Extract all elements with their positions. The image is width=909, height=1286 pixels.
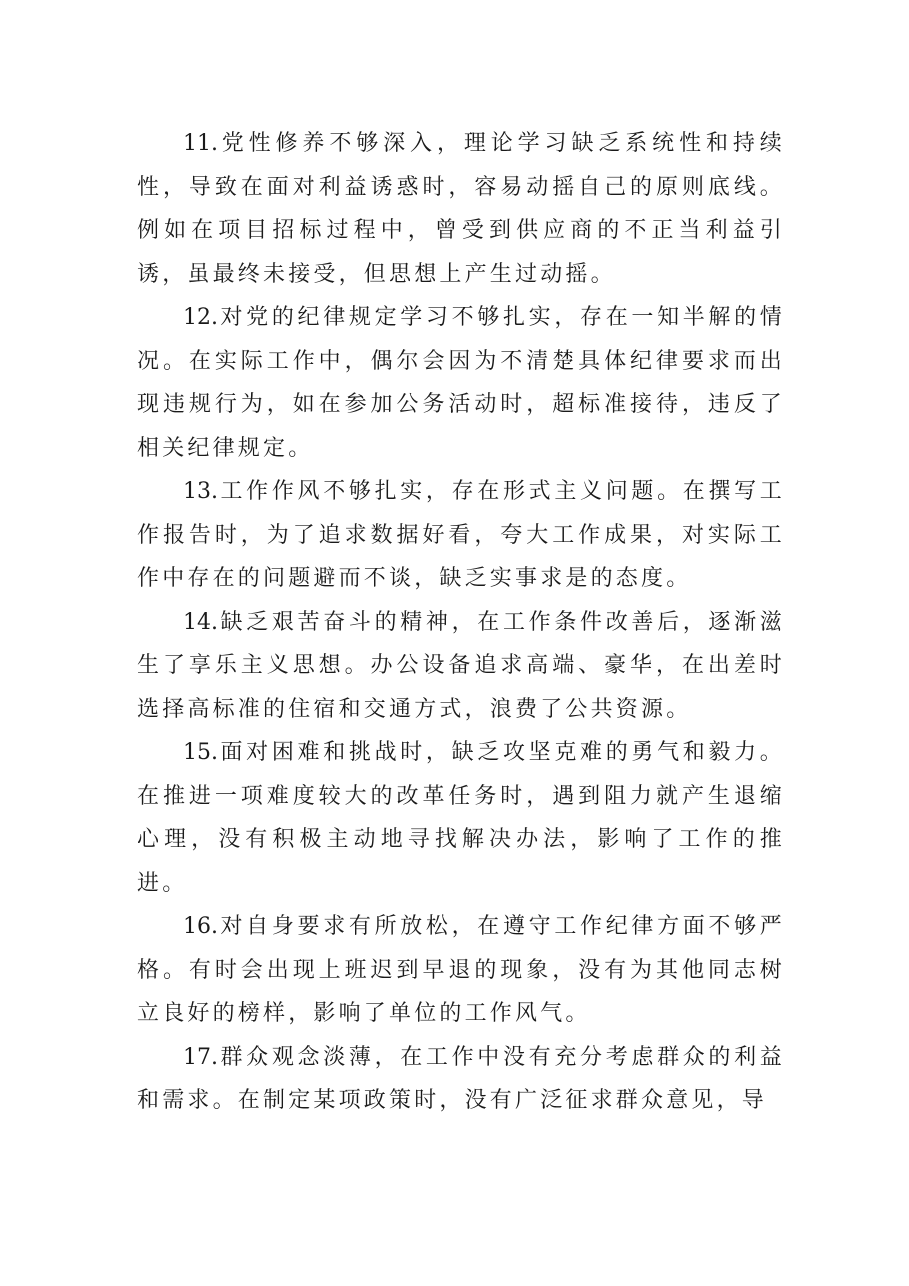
paragraph-text: 面对困难和挑战时，缺乏攻坚克难的勇气和毅力。在推进一项难度较大的改革任务时，遇到阻力就产生退缩心理，没有积极主动地寻找解决办法，影响了工作的推进。 bbox=[137, 740, 785, 896]
paragraph-13 bbox=[137, 470, 785, 601]
paragraph-number: 13. bbox=[183, 479, 218, 504]
document-body bbox=[137, 122, 785, 1123]
paragraph-text: 工作作风不够扎实，存在形式主义问题。在撰写工作报告时，为了追求数据好看，夸大工作成果，对实际工作中存在的问题避而不谈，缺乏实事求是的态度。 bbox=[137, 479, 785, 591]
paragraph-text: 对党的纪律规定学习不够扎实，存在一知半解的情况。在实际工作中，偶尔会因为不清楚具体纪律要求而出现违规行为，如在参加公务活动时，超标准接待，违反了相关纪律规定。 bbox=[137, 305, 785, 461]
paragraph-number: 14. bbox=[183, 609, 218, 635]
paragraph-number: 17. bbox=[183, 1044, 218, 1070]
paragraph-12 bbox=[137, 296, 785, 470]
paragraph-number: 15. bbox=[183, 740, 218, 765]
paragraph-11 bbox=[137, 122, 785, 296]
paragraph-text: 对自身要求有所放松，在遵守工作纪律方面不够严格。有时会出现上班迟到早退的现象，没有为其他同志树立良好的榜样，影响了单位的工作风气。 bbox=[137, 914, 785, 1026]
paragraph-14 bbox=[137, 601, 785, 732]
paragraph-number: 11. bbox=[183, 131, 218, 156]
paragraph-text: 党性修养不够深入，理论学习缺乏系统性和持续性，导致在面对利益诱惑时，容易动摇自己的原则底线。例如在项目招标过程中，曾受到供应商的不正当利益引诱，虽最终未接受，但思想上产生过动摇。 bbox=[137, 131, 785, 287]
paragraph-text: 群众观念淡薄，在工作中没有充分考虑群众的利益和需求。在制定某项政策时，没有广泛征求群众意见，导 bbox=[137, 1044, 785, 1113]
paragraph-15 bbox=[137, 731, 785, 905]
paragraph-text: 缺乏艰苦奋斗的精神，在工作条件改善后，逐渐滋生了享乐主义思想。办公设备追求高端、豪华，在出差时选择高标准的住宿和交通方式，浪费了公共资源。 bbox=[137, 609, 785, 722]
paragraph-17 bbox=[137, 1036, 785, 1123]
paragraph-number: 12. bbox=[183, 305, 218, 330]
paragraph-16 bbox=[137, 905, 785, 1036]
paragraph-number: 16. bbox=[183, 914, 218, 939]
